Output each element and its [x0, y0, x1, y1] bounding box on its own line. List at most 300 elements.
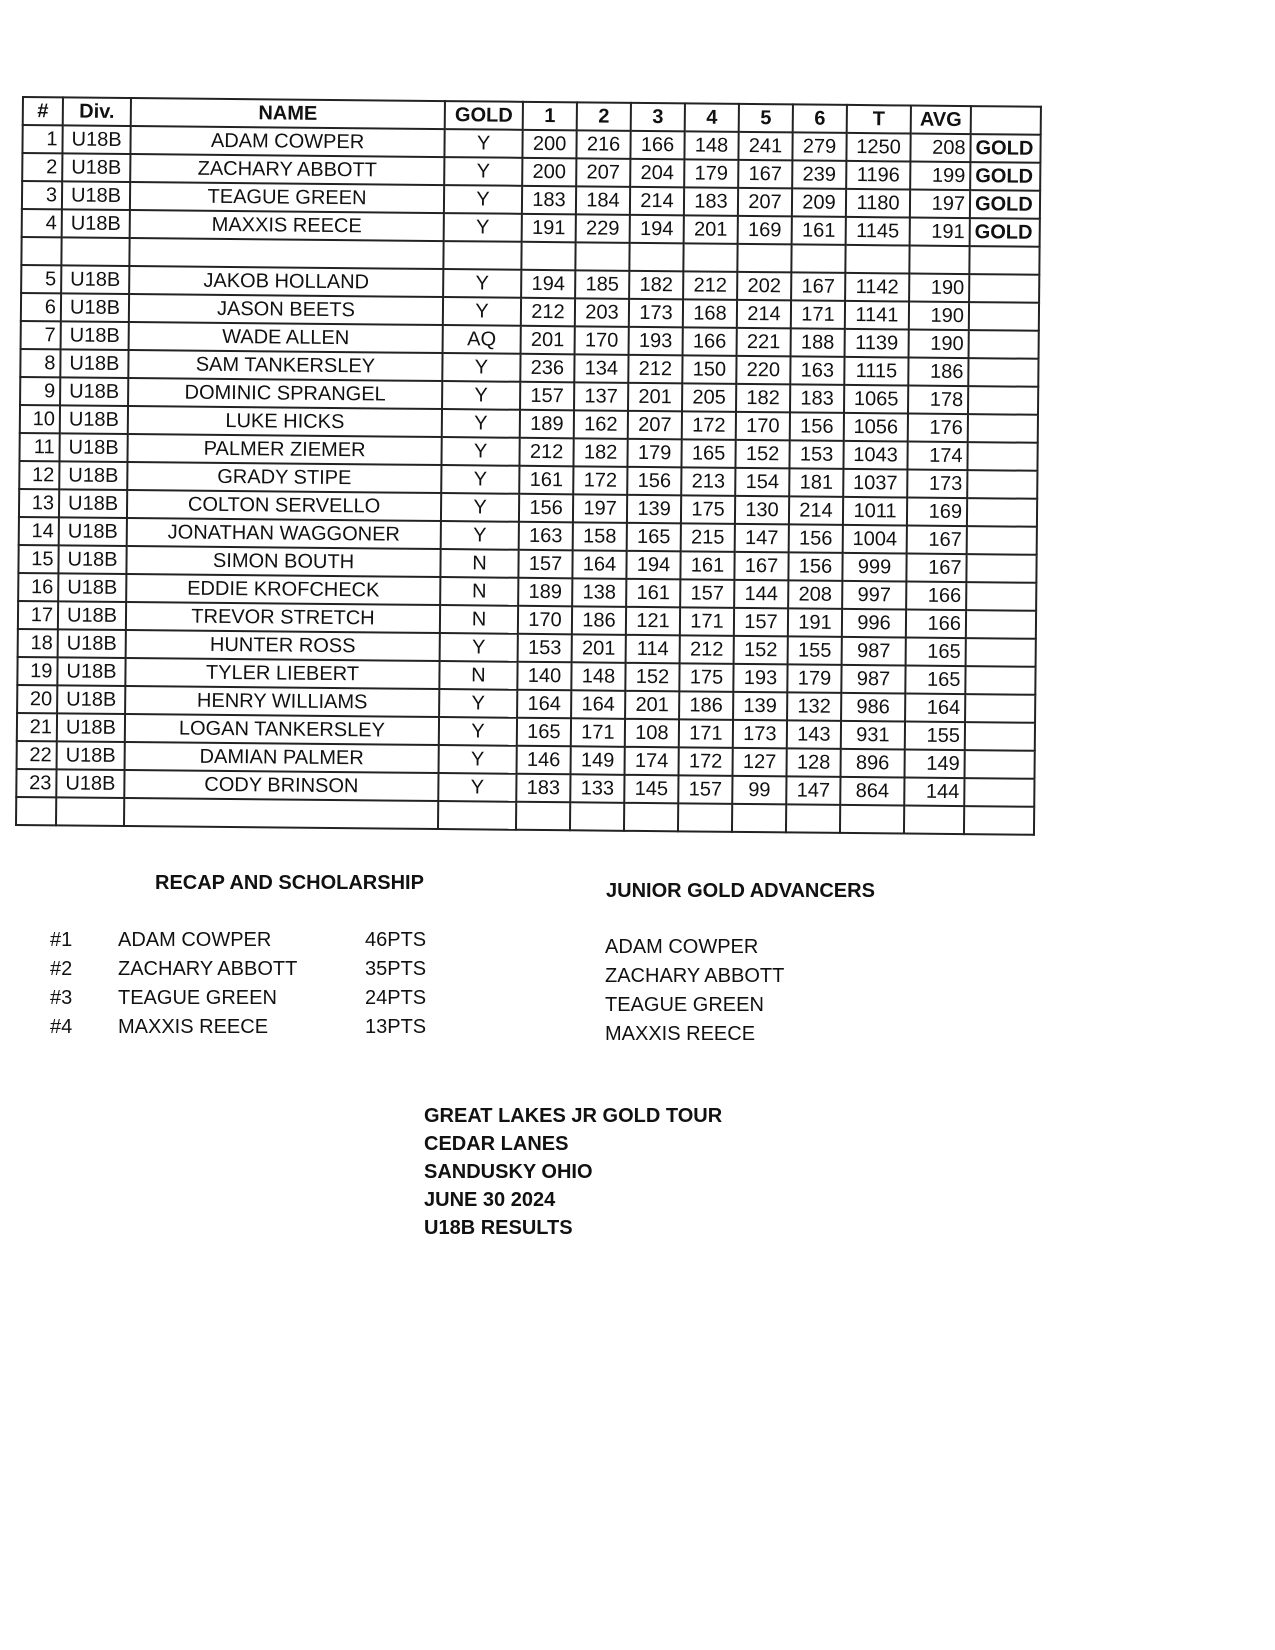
- cell-game-5: 127: [733, 748, 787, 777]
- blank-cell: [964, 806, 1034, 835]
- flag-spacer: [969, 274, 1039, 303]
- cell-total: 987: [842, 637, 906, 666]
- cell-game-1: 191: [522, 214, 576, 243]
- recap-rank: #2: [50, 958, 73, 980]
- blank-cell: [845, 245, 909, 274]
- cell-game-3: 114: [626, 635, 680, 664]
- col-header-game1: 1: [523, 102, 577, 131]
- cell-game-4: 175: [679, 663, 733, 692]
- cell-game-4: 157: [678, 775, 732, 804]
- cell-rank: 17: [18, 601, 58, 629]
- cell-game-5: 147: [735, 524, 789, 553]
- blank-cell: [21, 237, 61, 265]
- blank-cell: [791, 244, 845, 273]
- cell-name: TEAGUE GREEN: [130, 182, 444, 213]
- cell-rank: 21: [17, 713, 57, 741]
- cell-game-4: 183: [684, 187, 738, 216]
- cell-rank: 13: [19, 489, 59, 517]
- cell-game-4: 148: [684, 131, 738, 160]
- cell-game-4: 166: [683, 327, 737, 356]
- cell-game-2: 216: [576, 130, 630, 159]
- recap-rank: #4: [50, 1016, 73, 1038]
- cell-game-3: 201: [625, 691, 679, 720]
- results-body: [16, 125, 1041, 835]
- cell-division: U18B: [60, 349, 128, 378]
- cell-game-5: 214: [737, 300, 791, 329]
- footer-results-label: U18B RESULTS: [424, 1217, 573, 1239]
- cell-total: 896: [841, 749, 905, 778]
- col-header-div: Div.: [63, 97, 131, 126]
- blank-cell: [575, 242, 629, 271]
- cell-game-1: 183: [522, 186, 576, 215]
- cell-name: LUKE HICKS: [128, 406, 442, 437]
- cell-game-4: 212: [683, 271, 737, 300]
- cell-rank: 6: [21, 293, 61, 321]
- cell-gold: Y: [439, 689, 517, 718]
- cell-total: 997: [842, 581, 906, 610]
- cell-game-4: 213: [681, 467, 735, 496]
- cell-name: TREVOR STRETCH: [126, 602, 440, 633]
- cell-game-3: 165: [627, 523, 681, 552]
- cell-game-6: 167: [791, 272, 845, 301]
- col-header-avg: AVG: [911, 106, 971, 135]
- cell-game-1: 163: [519, 522, 573, 551]
- cell-rank: 20: [17, 685, 57, 713]
- cell-game-5: 167: [738, 160, 792, 189]
- cell-game-1: 165: [517, 718, 571, 747]
- cell-division: U18B: [59, 489, 127, 518]
- cell-game-4: 172: [679, 747, 733, 776]
- footer-location: SANDUSKY OHIO: [424, 1161, 593, 1183]
- cell-rank: 2: [22, 153, 62, 181]
- cell-division: U18B: [57, 741, 125, 770]
- cell-average: 186: [908, 358, 968, 387]
- cell-name: MAXXIS REECE: [130, 210, 444, 241]
- col-header-game2: 2: [577, 102, 631, 131]
- cell-game-1: 170: [518, 606, 572, 635]
- cell-rank: 1: [22, 125, 62, 153]
- cell-gold: Y: [439, 745, 517, 774]
- cell-average: 164: [905, 694, 965, 723]
- cell-total: 1250: [846, 133, 910, 162]
- cell-total: 1115: [844, 357, 908, 386]
- cell-game-2: 170: [575, 326, 629, 355]
- cell-game-2: 201: [572, 634, 626, 663]
- cell-game-5: 207: [738, 188, 792, 217]
- flag-spacer: [966, 638, 1036, 667]
- cell-name: EDDIE KROFCHECK: [126, 574, 440, 605]
- cell-game-2: 184: [576, 186, 630, 215]
- advancers-title: JUNIOR GOLD ADVANCERS: [606, 880, 875, 902]
- col-header-gold: GOLD: [445, 101, 523, 130]
- cell-game-3: 194: [626, 551, 680, 580]
- cell-game-2: 197: [573, 494, 627, 523]
- cell-game-2: 203: [575, 298, 629, 327]
- cell-game-1: 189: [520, 410, 574, 439]
- cell-rank: 10: [20, 405, 60, 433]
- cell-gold: AQ: [443, 325, 521, 354]
- cell-game-5: 193: [733, 664, 787, 693]
- cell-game-4: 179: [684, 159, 738, 188]
- cell-game-6: 155: [788, 636, 842, 665]
- cell-gold: N: [439, 661, 517, 690]
- cell-game-6: 181: [789, 468, 843, 497]
- cell-rank: 9: [20, 377, 60, 405]
- blank-cell: [624, 803, 678, 832]
- cell-name: TYLER LIEBERT: [125, 658, 439, 689]
- cell-game-5: 202: [737, 272, 791, 301]
- cell-game-4: 157: [680, 579, 734, 608]
- cell-average: 178: [908, 386, 968, 415]
- blank-cell: [786, 804, 840, 833]
- cell-game-6: 156: [789, 524, 843, 553]
- cell-rank: 18: [18, 629, 58, 657]
- cell-game-6: 161: [792, 216, 846, 245]
- cell-game-1: 140: [517, 662, 571, 691]
- col-header-name: NAME: [131, 98, 445, 129]
- cell-game-1: 200: [522, 158, 576, 187]
- cell-game-5: 241: [738, 132, 792, 161]
- cell-name: JAKOB HOLLAND: [129, 266, 443, 297]
- advancer-name: MAXXIS REECE: [605, 1023, 756, 1045]
- footer-date: JUNE 30 2024: [424, 1189, 556, 1211]
- cell-game-2: 134: [574, 354, 628, 383]
- cell-average: 144: [904, 778, 964, 807]
- cell-gold: Y: [444, 213, 522, 242]
- cell-total: 1004: [843, 525, 907, 554]
- flag-spacer: [969, 330, 1039, 359]
- blank-cell: [570, 802, 624, 831]
- cell-game-1: 153: [518, 634, 572, 663]
- cell-total: 986: [841, 693, 905, 722]
- cell-game-6: 171: [791, 300, 845, 329]
- blank-cell: [732, 804, 786, 833]
- cell-gold: Y: [440, 633, 518, 662]
- event-footer: [424, 1102, 722, 1242]
- cell-gold: Y: [439, 717, 517, 746]
- cell-division: U18B: [58, 545, 126, 574]
- cell-name: PALMER ZIEMER: [127, 434, 441, 465]
- cell-game-3: 194: [630, 215, 684, 244]
- footer-venue: CEDAR LANES: [424, 1133, 569, 1155]
- cell-game-6: 239: [792, 160, 846, 189]
- blank-cell: [443, 241, 521, 270]
- cell-division: U18B: [60, 405, 128, 434]
- cell-rank: 16: [18, 573, 58, 601]
- flag-spacer: [966, 554, 1036, 583]
- cell-total: 1056: [844, 413, 908, 442]
- cell-total: 987: [841, 665, 905, 694]
- cell-total: 1065: [844, 385, 908, 414]
- cell-game-1: 146: [517, 746, 571, 775]
- cell-game-6: 214: [789, 496, 843, 525]
- cell-game-2: 149: [571, 746, 625, 775]
- advancers-list: [605, 933, 784, 1049]
- cell-game-4: 175: [681, 495, 735, 524]
- cell-rank: 5: [21, 265, 61, 293]
- col-header-num: #: [23, 97, 63, 125]
- cell-total: 1142: [845, 273, 909, 302]
- cell-game-6: 143: [787, 720, 841, 749]
- blank-cell: [840, 805, 904, 834]
- cell-game-5: 99: [732, 776, 786, 805]
- cell-game-5: 173: [733, 720, 787, 749]
- cell-gold: Y: [444, 185, 522, 214]
- flag-spacer: [964, 778, 1034, 807]
- cell-gold: Y: [444, 157, 522, 186]
- cell-average: 166: [906, 610, 966, 639]
- blank-cell: [904, 806, 964, 835]
- cell-name: DAMIAN PALMER: [125, 742, 439, 773]
- cell-game-1: 236: [520, 354, 574, 383]
- cell-game-4: 201: [684, 215, 738, 244]
- flag-spacer: [966, 610, 1036, 639]
- cell-game-2: 229: [576, 214, 630, 243]
- cell-average: 149: [904, 750, 964, 779]
- cell-game-6: 209: [792, 188, 846, 217]
- flag-spacer: [969, 302, 1039, 331]
- cell-division: U18B: [57, 657, 125, 686]
- col-header-flag-spacer: [971, 106, 1041, 135]
- cell-game-3: 161: [626, 579, 680, 608]
- cell-rank: 3: [22, 181, 62, 209]
- cell-game-2: 164: [571, 690, 625, 719]
- cell-division: U18B: [62, 125, 130, 154]
- cell-total: 1180: [846, 189, 910, 218]
- recap-points: 46PTS: [365, 929, 427, 951]
- cell-game-3: 212: [628, 355, 682, 384]
- flag-spacer: [964, 750, 1034, 779]
- cell-game-4: 168: [683, 299, 737, 328]
- cell-total: 996: [842, 609, 906, 638]
- cell-name: HENRY WILLIAMS: [125, 686, 439, 717]
- blank-cell: [521, 242, 575, 271]
- col-header-game3: 3: [631, 103, 685, 132]
- cell-name: HUNTER ROSS: [126, 630, 440, 661]
- cell-game-6: 279: [792, 132, 846, 161]
- cell-division: U18B: [57, 685, 125, 714]
- cell-game-5: 152: [734, 636, 788, 665]
- cell-average: 169: [907, 498, 967, 527]
- recap-rank: #3: [50, 987, 73, 1009]
- blank-cell: [124, 798, 438, 829]
- cell-game-2: 158: [573, 522, 627, 551]
- cell-game-1: 212: [519, 438, 573, 467]
- recap-title: RECAP AND SCHOLARSHIP: [155, 872, 424, 894]
- cell-division: U18B: [59, 433, 127, 462]
- cell-game-3: 166: [630, 131, 684, 160]
- cell-game-3: 145: [624, 775, 678, 804]
- cell-game-3: 152: [625, 663, 679, 692]
- flag-spacer: [968, 358, 1038, 387]
- cell-rank: 4: [22, 209, 62, 237]
- col-header-game4: 4: [685, 103, 739, 132]
- cell-game-4: 150: [682, 355, 736, 384]
- cell-game-6: 188: [791, 328, 845, 357]
- cell-game-6: 132: [787, 692, 841, 721]
- cell-average: 190: [909, 302, 969, 331]
- cell-game-4: 171: [679, 719, 733, 748]
- blank-cell: [516, 802, 570, 831]
- blank-cell: [909, 246, 969, 275]
- cell-gold: Y: [438, 773, 516, 802]
- recap-points: 35PTS: [365, 958, 427, 980]
- cell-game-4: 186: [679, 691, 733, 720]
- flag-spacer: [967, 470, 1037, 499]
- cell-game-6: 156: [788, 552, 842, 581]
- cell-name: JASON BEETS: [129, 294, 443, 325]
- cell-game-6: 183: [790, 384, 844, 413]
- cell-gold: Y: [442, 409, 520, 438]
- cell-total: 1139: [845, 329, 909, 358]
- cell-game-5: 139: [733, 692, 787, 721]
- cell-average: 167: [907, 526, 967, 555]
- cell-gold: Y: [444, 129, 522, 158]
- flag-spacer: [965, 694, 1035, 723]
- recap-points: 13PTS: [365, 1016, 427, 1038]
- cell-rank: 15: [18, 545, 58, 573]
- gold-flag: GOLD: [970, 134, 1040, 163]
- cell-game-5: 220: [736, 356, 790, 385]
- cell-division: U18B: [59, 517, 127, 546]
- cell-game-5: 167: [734, 552, 788, 581]
- cell-division: U18B: [62, 153, 130, 182]
- cell-gold: Y: [441, 521, 519, 550]
- cell-total: 931: [841, 721, 905, 750]
- cell-game-1: 212: [521, 298, 575, 327]
- blank-cell: [56, 797, 124, 826]
- advancer-name: ZACHARY ABBOTT: [605, 965, 785, 987]
- cell-gold: N: [440, 605, 518, 634]
- cell-average: 190: [909, 330, 969, 359]
- cell-total: 1141: [845, 301, 909, 330]
- cell-total: 999: [842, 553, 906, 582]
- cell-game-2: 148: [571, 662, 625, 691]
- cell-average: 165: [906, 638, 966, 667]
- cell-game-4: 215: [681, 523, 735, 552]
- col-header-game5: 5: [739, 104, 793, 133]
- cell-game-2: 172: [573, 466, 627, 495]
- cell-rank: 23: [16, 769, 56, 797]
- recap-name: ADAM COWPER: [118, 929, 272, 951]
- recap-name: TEAGUE GREEN: [118, 987, 277, 1009]
- blank-cell: [969, 246, 1039, 275]
- col-header-game6: 6: [793, 104, 847, 133]
- cell-game-6: 191: [788, 608, 842, 637]
- cell-game-1: 189: [518, 578, 572, 607]
- cell-total: 1011: [843, 497, 907, 526]
- cell-division: U18B: [57, 713, 125, 742]
- cell-name: DOMINIC SPRANGEL: [128, 378, 442, 409]
- blank-cell: [61, 237, 129, 266]
- cell-division: U18B: [61, 321, 129, 350]
- cell-game-6: 156: [790, 412, 844, 441]
- flag-spacer: [968, 414, 1038, 443]
- cell-game-1: 157: [520, 382, 574, 411]
- advancer-name: ADAM COWPER: [605, 936, 759, 958]
- cell-average: 155: [905, 722, 965, 751]
- cell-name: SAM TANKERSLEY: [128, 350, 442, 381]
- flag-spacer: [967, 526, 1037, 555]
- cell-game-5: 154: [735, 468, 789, 497]
- cell-name: CODY BRINSON: [124, 770, 438, 801]
- cell-game-5: 170: [736, 412, 790, 441]
- gold-flag: GOLD: [970, 162, 1040, 191]
- cell-gold: Y: [443, 269, 521, 298]
- cell-game-5: 182: [736, 384, 790, 413]
- cell-game-6: 208: [788, 580, 842, 609]
- cell-name: SIMON BOUTH: [126, 546, 440, 577]
- blank-cell: [16, 797, 56, 825]
- cell-game-5: 130: [735, 496, 789, 525]
- cell-division: U18B: [58, 629, 126, 658]
- recap-points: 24PTS: [365, 987, 427, 1009]
- cell-game-2: 171: [571, 718, 625, 747]
- cell-game-6: 163: [790, 356, 844, 385]
- cell-game-2: 186: [572, 606, 626, 635]
- cell-average: 208: [910, 134, 970, 163]
- cell-game-4: 205: [682, 383, 736, 412]
- cell-division: U18B: [56, 769, 124, 798]
- recap-rank: #1: [50, 929, 73, 951]
- cell-rank: 19: [17, 657, 57, 685]
- cell-game-4: 172: [682, 411, 736, 440]
- cell-gold: Y: [443, 297, 521, 326]
- cell-game-2: 162: [574, 410, 628, 439]
- cell-name: JONATHAN WAGGONER: [127, 518, 441, 549]
- cell-game-3: 108: [625, 719, 679, 748]
- cell-gold: Y: [441, 493, 519, 522]
- cell-game-2: 207: [576, 158, 630, 187]
- cell-game-3: 173: [629, 299, 683, 328]
- recap-item: [50, 955, 470, 984]
- cell-division: U18B: [62, 181, 130, 210]
- cell-game-3: 156: [627, 467, 681, 496]
- cell-rank: 8: [20, 349, 60, 377]
- cell-name: ADAM COWPER: [130, 126, 444, 157]
- cell-division: U18B: [62, 209, 130, 238]
- cell-average: 166: [906, 582, 966, 611]
- cell-average: 199: [910, 162, 970, 191]
- cell-game-6: 153: [789, 440, 843, 469]
- cell-name: COLTON SERVELLO: [127, 490, 441, 521]
- cell-game-1: 157: [518, 550, 572, 579]
- cell-game-5: 144: [734, 580, 788, 609]
- cell-game-4: 171: [680, 607, 734, 636]
- blank-cell: [683, 243, 737, 272]
- cell-game-3: 139: [627, 495, 681, 524]
- cell-rank: 7: [21, 321, 61, 349]
- cell-average: 191: [910, 218, 970, 247]
- cell-gold: Y: [441, 437, 519, 466]
- flag-spacer: [967, 442, 1037, 471]
- cell-average: 176: [908, 414, 968, 443]
- col-header-total: T: [847, 105, 911, 134]
- cell-gold: N: [440, 577, 518, 606]
- cell-game-4: 161: [680, 551, 734, 580]
- blank-cell: [678, 803, 732, 832]
- cell-average: 173: [907, 470, 967, 499]
- cell-rank: 11: [19, 433, 59, 461]
- cell-game-1: 183: [516, 774, 570, 803]
- cell-division: U18B: [61, 293, 129, 322]
- cell-game-3: 214: [630, 187, 684, 216]
- cell-gold: Y: [441, 465, 519, 494]
- cell-game-3: 121: [626, 607, 680, 636]
- cell-game-1: 161: [519, 466, 573, 495]
- cell-total: 1043: [843, 441, 907, 470]
- flag-spacer: [965, 666, 1035, 695]
